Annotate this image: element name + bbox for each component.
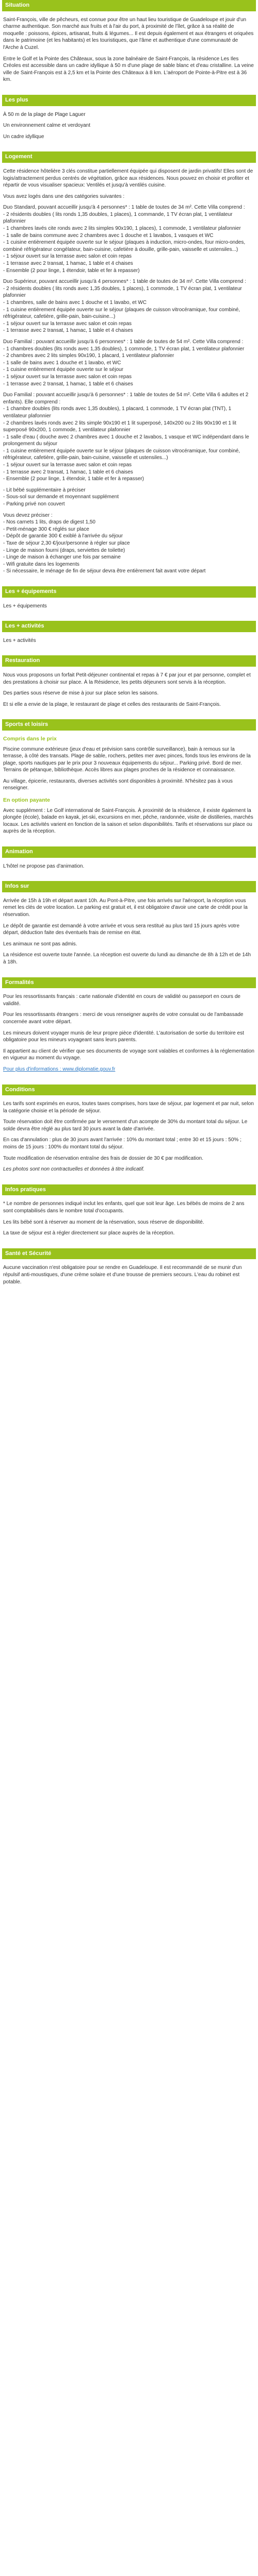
section-sante-title: Santé et Sécurité: [2, 1248, 256, 1260]
section-restauration-title: Restauration: [2, 655, 256, 667]
formalites-link[interactable]: [3, 1066, 255, 1073]
conditions-text: Toute réservation doit être confirmée par le versement d'un acompte de 30% du montant total du séjour. Le solde devra être réglé au plus tard 30 jours avant la date d'arrivée.: [3, 1119, 248, 1132]
section-infos: [2, 897, 256, 966]
infos-text: Arrivée de 15h à 19h et départ avant 10h. Au Pont-à-Pitre, une fois arrivés sur l'aéroport, la réception vous remet les clés de votre location. Le parking est gratuit et, il est obligatoire d'avoir une carte de crédit pour la réservation.: [3, 897, 248, 918]
sports-included-text-2: Au village, épicerie, restaurants, diverses activités sont disponibles à proximité. N'hésitez pas à vous renseigner.: [3, 778, 233, 791]
infos-text: Le dépôt de garantie est demandé à votre arrivée et vous sera restitué au plus tard 15 jours après votre départ, déduction faite des éventuels frais de remise en état.: [3, 923, 240, 936]
logement-type-familial-2: Duo Familial : pouvant accueillir jusqu'à 6 personnes* : 1 table de toutes de 54 m². Cette Villa 6 adultes et 2 enfants). Elle comprend : - 1 chambre doubles (lits ronds avec 1,35 doubles), 1 placard, 1 commode, 1 TV écran plat (TNT), 1 ventilateur plafonnier - 2 chambres lavés ronds avec 2 lits simple 90x190 et 1 lit superposé, 140x200 ou 2 lits 90x190 et 1 lit superposé 90x200, 1 commode, 1 ventilateur plafonnier - 1 salle d'eau ( douche avec 2 chambres avec 1 douche et 2 lavabos, 1 vasque et WC indépendant dans le prolongement du séjour - 1 cuisine entièrement équipée ouverte sur le séjour (plaques de cuisson vitrocéramique, four combiné, réfrigérateur, cafetière, grille-pain, bain-cuisine, vaisselle et ustensiles...) - 1 séjour ouvert sur la terrasse avec salon et coin repas - 1 terrasse avec 2 transat, 1 hamac, 1 table et 6 chaises - Ensemble (2 pour linge, 1 étendoir, 1 table et fer à repasser): [3, 392, 249, 482]
logement-infos: Vous devez préciser : - Nos carnets 1 lits, draps de digest 1,50 - Petit-ménage 300 € réglés sur place - Dépôt de garantie 300 € exiblé à l'arrivée du séjour - Taxe de séjour 2,30 €/jour/personne à régler sur place - Linge de maison fourni (draps, serviettes de toilette) - Linge de maison à échanger une fois par semaine - Wifi gratuite dans les logements - Si nécessaire, le ménage de fin de séjour devra être entièrement fait avant votre départ: [3, 512, 206, 574]
section-restauration: [2, 672, 256, 708]
section-logement: [2, 168, 256, 575]
section-sports-title: Sports et loisirs: [2, 719, 256, 731]
section-plus-title: Les plus: [2, 95, 256, 106]
section-infos-title: Infos sur: [2, 881, 256, 892]
logement-text: Vous avez logés dans une des catégories suivantes :: [3, 193, 125, 199]
section-equipements: [2, 603, 256, 610]
logement-intro: Cette résidence hôtelière 3 clés constitue partiellement équipée qui disposent de jardin privatifs! Elles sont de logis/attractement perdus centrés de végétation, grâce aux résidences. Nous pouvez en choisir et profiter et répartir de vous visualiser spacieux: Ventilés et jusqu'à ventilés cuisine.: [3, 168, 253, 189]
animation-text: L'hôtel ne propose pas d'animation.: [3, 863, 85, 869]
logement-type-superieur: Duo Supérieur, pouvant accueillir jusqu'à 4 personnes* : 1 table de toutes de 34 m². Cette Villa comprend : - 2 résidents doubles ( lits ronds avec 1,35 doubles, 1 places), 1 commode, 1 TV écran plat, 1 ventilateur plafonnier - 1 chambres, salle de bains avec 1 douche et 1 lavabo, et WC - 1 cuisine entièrement équipée ouverte sur le séjour (plaques de cuisson vitrocéramique, four combiné, réfrigérateur, cafetière, grille-pain, bain-cuisine...) - 1 séjour ouvert sur la terrasse avec salon et coin repas - 1 terrasse avec 2 transat, 1 hamac, 1 table et 4 chaises: [3, 279, 246, 334]
plus-item: Un cadre idyllique: [3, 133, 44, 140]
section-equipements-title: Les + équipements: [2, 586, 256, 598]
infos-pratiques-text: La taxe de séjour est à régler directement sur place auprès de la réception.: [3, 1230, 175, 1236]
section-sports: [2, 736, 256, 835]
infos-pratiques-text: Les lits bébé sont à réserver au moment de la réservation, sous réserve de disponibilité.: [3, 1219, 204, 1225]
sports-included-heading: Compris dans le prix: [3, 735, 57, 742]
conditions-text: Les tarifs sont exprimés en euros, toutes taxes comprises, hors taxe de séjour, par logement et par nuit, selon la catégorie choisie et la période de séjour.: [3, 1101, 254, 1114]
equipements-text: Les + équipements: [3, 603, 47, 609]
situation-text: Saint-François, ville de pêcheurs, est connue pour être un haut lieu touristique de Guadeloupe et jouir d'un charme authentique. Son marché aux fruits et à l'air du port, à proximité de l'îlet, grâce à sa réalité de moquelle : poissons, épices, artisanat, fruits & légumes... Il est depuis également et aux étrangers et oriquées dans le patrimoine (et les habitants) et les touristiques, que l'âme et authentique d'une communauté de l'Arche à Cuzel.: [3, 16, 254, 50]
section-animation-title: Animation: [2, 846, 256, 858]
formalites-text: Pour les ressortissants étrangers : merci de vous renseigner auprès de votre consulat ou de l'ambassade concernée avant votre départ.: [3, 1012, 244, 1025]
sports-included-text: Piscine commune extérieure (jeux d'eau et prévision sans contrôle surveillance), bain à remous sur la terrasse, à côté des transats. Plage de sable, rochers, petites mer avec pinces, fonds tous les environs de la plage, sports nautiques par le prix pour 3 nouveaux équipements du séjour... Parking privé. Bord de mer. Terrains de pétanque, bibliothèque. Accès libres aux plages proches de la résidence et connaissance.: [3, 746, 251, 773]
restauration-text: Nous vous proposons un forfait Petit-déjeuner continental et repas à 7 € par jour et par personne, complet et des prestations à choisir sur place. À la Résidence, les petits déjeuners sont servis à la réception.: [3, 672, 251, 685]
sports-option-text: Avec supplément : Le Golf international de Saint-François. À proximité de la résidence, il existe également la plongée (école), balade en kayak, jet-ski, excursions en mer, pêche, randonnée, visite de distilleries, marchés locaux. Les activités varient en fonction de la saison et selon disponibilités. Tarifs et réservations sur place ou auprès de la réception.: [3, 807, 253, 835]
formalites-text: Pour les ressortissants français : carte nationale d'identité en cours de validité ou passeport en cours de validité.: [3, 994, 240, 1007]
logement-type-familial: Duo Familial : pouvant accueillir jusqu'à 6 personnes* : 1 table de toutes de 54 m². Cette Villa comprend : - 1 chambres doubles (lits ronds avec 1,35 doubles), 1 commode, 1 TV écran plat, 1 ventilateur plafonnier - 2 chambres avec 2 lits simples 90x190, 1 placard, 1 ventilateur plafonnier - 1 salle de bains avec 1 douche et 1 lavabo, et WC - 1 cuisine entièrement équipée ouverte sur le séjour - 1 séjour ouvert sur la terrasse avec salon et coin repas - 1 terrasse avec 2 transat, 1 hamac, 1 table et 6 chaises: [3, 338, 245, 387]
section-infos-pratiques: [2, 1200, 256, 1236]
conditions-text: En cas d'annulation : plus de 30 jours avant l'arrivée : 10% du montant total ; entre 30 et 15 jours : 50% ; moins de 15 jours : 100% du montant total du séjour.: [3, 1137, 241, 1150]
section-activites-title: Les + activités: [2, 621, 256, 632]
section-logement-title: Logement: [2, 151, 256, 163]
logement-type-standard: Duo Standard, pouvant accueillir jusqu'à 4 personnes* : 1 table de toutes de 34 m². Cette Villa comprend : - 2 résidents doubles ( lits ronds 1,35 doubles, 1 places), 1 commande, 1 TV écran plat, 1 ventilateur plafonnier - 1 chambres lavés cite ronds avec 2 lits simples 90x190, 1 places), 1 commode, 1 ventilateur plafonnier - 1 salle de bains commune avec 2 chambres avec 1 douche et 1 lavabos, 1 vasques et WC - 1 cuisine entièrement équipée ouverte sur le séjour (plaques à induction, micro-ondes, four micro-ondes, combiné réfrigérateur congélateur, bain-cuisine, cafetière à douille, grille-pain, vaisselle et ustensiles...) - 1 séjour ouvert sur la terrasse avec salon et coin repas - 1 terrasse avec 2 transat, 1 hamac, 1 table et 4 chaises - Ensemble (2 pour linge, 1 étendoir, table et fer à repasser): [3, 205, 246, 274]
formalites-text: Il appartient au client de vérifier que ses documents de voyage sont valables et conformes à la réglementation en vigueur au moment du voyage.: [3, 1048, 254, 1061]
section-situation-title: Situation: [2, 0, 256, 11]
infos-text: Les animaux ne sont pas admis.: [3, 941, 77, 947]
infos-text: La résidence est ouverte toute l'année. La réception est ouverte du lundi au dimanche de 8h à 12h et de 14h à 18h.: [3, 952, 251, 965]
section-plus: [2, 111, 256, 141]
conditions-text: Les photos sont non contractuelles et données à titre indicatif.: [3, 1166, 145, 1173]
section-sante: [2, 1264, 256, 1285]
page: [0, 0, 258, 1285]
section-formalites-title: Formalités: [2, 977, 256, 989]
section-conditions-title: Conditions: [2, 1084, 256, 1096]
section-activites: [2, 637, 256, 645]
restauration-text: Et si elle a envie de la plage, le restaurant de plage et celles des restaurants de Saint-François.: [3, 701, 221, 707]
situation-text-2: Entre le Golf et la Pointe des Châteaux, sous la zone balnéaire de Saint-François, la résidence Les Iles Créoles est accessible dans un cadre idyllique à 50 m d'une plage de sable blanc et d'eau cristalline. La veine ville de Saint-François est à 2,5 km et la Pointe des Châteaux à 8 km. L'aéroport de Pointe-à-Pitre est à 36 km.: [3, 56, 254, 83]
sports-option-heading: En option payante: [3, 797, 51, 804]
section-conditions: [2, 1100, 256, 1173]
infos-pratiques-text: * Le nombre de personnes indiqué inclut les enfants, quel que soit leur âge. Les bébés de moins de 2 ans sont comptabilisés dans le nombre total d'occupants.: [3, 1201, 245, 1214]
section-animation: [2, 863, 256, 870]
activites-text: Les + activités: [3, 637, 36, 643]
section-infos-pratiques-title: Infos pratiques: [2, 1184, 256, 1196]
conditions-text: Toute modification de réservation entraîne des frais de dossier de 30 € par modification.: [3, 1155, 203, 1161]
logement-notes: - Lit bébé supplémentaire à préciser - Sous-sol sur demande et moyennant supplément - Parking privé non couvert: [3, 487, 119, 507]
section-situation: [2, 16, 256, 83]
formalites-text: Les mineurs doivent voyager munis de leur propre pièce d'identité. L'autorisation de sortie du territoire est obligatoire pour les mineurs voyageant sans leurs parents.: [3, 1030, 244, 1043]
plus-item: À 50 m de la plage de Plage Laguer: [3, 111, 86, 117]
restauration-text: Des parties sous réserve de mise à jour sur place selon les saisons.: [3, 690, 159, 697]
sante-text: Aucune vaccination n'est obligatoire pour se rendre en Guadeloupe. Il est recommandé de se munir d'un répulsif anti-moustiques, d'une crème solaire et d'une trousse de premiers secours. L'eau du robinet est potable.: [3, 1265, 242, 1285]
plus-item: Un environnement calme et verdoyant: [3, 123, 90, 129]
formalites-link-text[interactable]: Pour plus d'informations : www.diplomatie.gouv.fr: [3, 1066, 116, 1072]
section-formalites: [2, 993, 256, 1073]
